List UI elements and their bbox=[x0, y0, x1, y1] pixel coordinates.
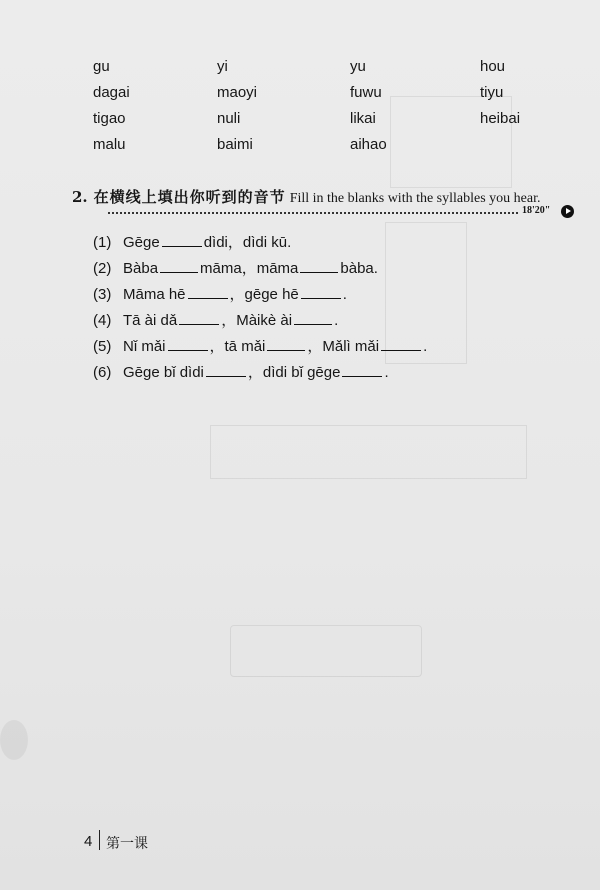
bleed-through-box bbox=[230, 625, 422, 677]
answer-blank[interactable] bbox=[168, 336, 208, 351]
answer-blank[interactable] bbox=[206, 362, 246, 377]
syllable: malu bbox=[93, 136, 126, 153]
play-icon[interactable] bbox=[561, 205, 574, 218]
answer-blank[interactable] bbox=[300, 258, 338, 273]
sentence-text: bàba. bbox=[340, 260, 378, 277]
sentence-text: Tā ài dǎ bbox=[123, 312, 178, 329]
sentence-text: ，dìdi bǐ gēge bbox=[247, 364, 341, 381]
exercise-number: 2. bbox=[72, 188, 88, 206]
sentence-text: Gēge bbox=[123, 234, 160, 251]
dotted-rule bbox=[108, 206, 518, 214]
bleed-through-box bbox=[210, 425, 527, 479]
exercise-title-english: Fill in the blanks with the syllables you hear. bbox=[289, 191, 541, 206]
syllable: yu bbox=[350, 58, 366, 75]
exercise-title bbox=[72, 186, 572, 207]
syllable bbox=[480, 134, 563, 160]
sentence-number: (6) bbox=[93, 364, 112, 381]
sentence-row bbox=[93, 284, 427, 310]
answer-blank[interactable] bbox=[179, 310, 219, 325]
sentence-number: (4) bbox=[93, 312, 112, 329]
audio-timecode: 18'20" bbox=[522, 205, 551, 216]
syllable: nuli bbox=[217, 110, 241, 127]
syllable: hou bbox=[480, 58, 506, 75]
syllable: tiyu bbox=[480, 84, 504, 101]
syllable-grid bbox=[93, 56, 563, 160]
answer-blank[interactable] bbox=[381, 336, 421, 351]
answer-blank[interactable] bbox=[301, 284, 341, 299]
sentence-text: . bbox=[384, 364, 389, 381]
answer-blank[interactable] bbox=[342, 362, 382, 377]
page-number: 4 bbox=[84, 833, 93, 850]
syllable: tigao bbox=[93, 110, 126, 127]
answer-blank[interactable] bbox=[162, 232, 202, 247]
sentence-row bbox=[93, 232, 427, 258]
syllable: aihao bbox=[350, 136, 387, 153]
sentence-number: (1) bbox=[93, 234, 112, 251]
syllable: heibai bbox=[480, 110, 521, 127]
sentence-text: . bbox=[334, 312, 339, 329]
sentence-text: ，Mǎlì mǎi bbox=[307, 338, 380, 355]
syllable: dagai bbox=[93, 84, 130, 101]
sentence-row bbox=[93, 336, 427, 362]
answer-blank[interactable] bbox=[188, 284, 228, 299]
syllable: fuwu bbox=[350, 84, 382, 101]
syllable: likai bbox=[350, 110, 376, 127]
sentence-text: Māma hē bbox=[123, 286, 186, 303]
sentence-row bbox=[93, 258, 427, 284]
sentence-text: māma，māma bbox=[200, 260, 299, 277]
sentence-text: dìdi，dìdi kū. bbox=[203, 234, 292, 251]
syllable: gu bbox=[93, 58, 110, 75]
sentence-row bbox=[93, 362, 427, 388]
sentence-number: (2) bbox=[93, 260, 112, 277]
syllable: maoyi bbox=[217, 84, 258, 101]
sentence-text: . bbox=[423, 338, 428, 355]
sentence-text: ，gēge hē bbox=[229, 286, 299, 303]
sentence-text: Gēge bǐ dìdi bbox=[123, 364, 204, 381]
page-smudge bbox=[0, 720, 28, 760]
answer-blank[interactable] bbox=[160, 258, 198, 273]
footer-divider bbox=[99, 830, 100, 850]
sentence-text: Bàba bbox=[123, 260, 159, 277]
sentence-number: (3) bbox=[93, 286, 112, 303]
answer-blank[interactable] bbox=[267, 336, 305, 351]
lesson-title: 第一课 bbox=[106, 836, 148, 852]
sentence-text: ，tā mǎi bbox=[209, 338, 266, 355]
syllable: yi bbox=[217, 58, 228, 75]
sentence-text: ，Màikè ài bbox=[221, 312, 293, 329]
sentence-text: . bbox=[342, 286, 347, 303]
sentence-text: Nǐ mǎi bbox=[123, 338, 166, 355]
sentence-row bbox=[93, 310, 427, 336]
syllable: baimi bbox=[217, 136, 253, 153]
exercise-title-chinese: 在横线上填出你听到的音节 bbox=[93, 188, 286, 206]
sentence-list bbox=[93, 232, 427, 388]
answer-blank[interactable] bbox=[294, 310, 332, 325]
sentence-number: (5) bbox=[93, 338, 112, 355]
